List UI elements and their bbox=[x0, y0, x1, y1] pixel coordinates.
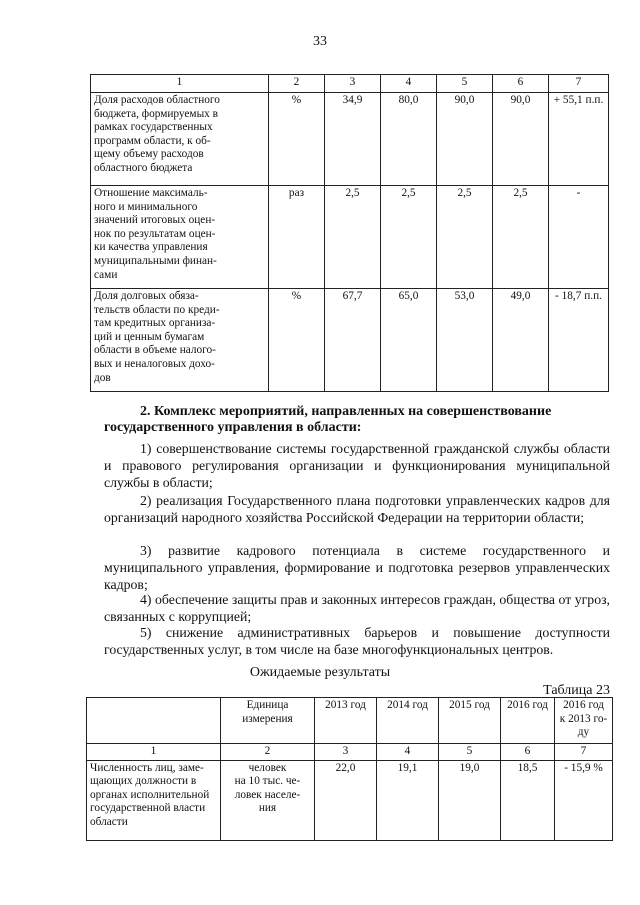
column-number: 6 bbox=[501, 744, 555, 761]
results-title: Ожидаемые результаты bbox=[249, 665, 391, 680]
header-line: ду bbox=[577, 726, 590, 739]
table-row bbox=[91, 289, 609, 392]
unit-line: на 10 тыс. че- bbox=[234, 775, 301, 788]
value-2016: 90,0 bbox=[493, 93, 549, 186]
measure-item bbox=[104, 624, 610, 658]
name-line: ного и минимального bbox=[94, 200, 198, 213]
header-2014: 2014 год bbox=[377, 698, 439, 744]
name-line: Численность лиц, заме- bbox=[90, 761, 204, 774]
value-2016: 18,5 bbox=[501, 760, 555, 840]
value-2013: 34,9 bbox=[325, 93, 381, 186]
section-heading bbox=[104, 404, 610, 436]
unit-line: ловек населе- bbox=[234, 788, 301, 801]
value-2015: 2,5 bbox=[437, 186, 493, 289]
unit-cell: % bbox=[269, 289, 325, 392]
header-cell: 5 bbox=[437, 75, 493, 93]
name-line: щему объему расходов bbox=[94, 148, 204, 161]
name-line: Доля расходов областного bbox=[94, 94, 220, 106]
measure-item bbox=[104, 591, 610, 625]
value-2013: 2,5 bbox=[325, 186, 381, 289]
measure-text: 1) совершенствование системы государственной гражданской службы области и правового регулирования организации и функционирования муниципальной службы в области; bbox=[104, 441, 610, 490]
name-line: щающих должности в bbox=[90, 775, 197, 788]
name-line: рамках государственных bbox=[94, 121, 213, 134]
measure-item bbox=[104, 440, 610, 491]
measure-text: 5) снижение административных барьеров и повышение доступности государственных услуг, в том числе на базе многофункциональных центров. bbox=[104, 625, 610, 657]
indicators-table-top bbox=[90, 74, 609, 392]
header-cell: 1 bbox=[91, 75, 269, 93]
value-2014: 19,1 bbox=[377, 760, 439, 840]
header-line: 2016 год bbox=[563, 699, 604, 711]
header-change bbox=[555, 698, 613, 744]
name-line: сами bbox=[94, 268, 118, 281]
heading-line: 2. Комплекс мероприятий, направленных на совершенствование bbox=[140, 404, 552, 419]
change-cell: - bbox=[549, 186, 609, 289]
name-line: государственной власти bbox=[90, 802, 206, 815]
name-line: областного бюджета bbox=[94, 161, 193, 174]
indicator-name bbox=[87, 760, 221, 840]
change-cell: - 15,9 % bbox=[555, 760, 613, 840]
unit-cell bbox=[221, 760, 315, 840]
column-number: 1 bbox=[87, 744, 221, 761]
page-number: 33 bbox=[313, 34, 327, 49]
name-line: Отношение максималь- bbox=[94, 187, 208, 199]
name-line: нок по результатам оцен- bbox=[94, 227, 216, 240]
value-2016: 2,5 bbox=[493, 186, 549, 289]
column-number: 5 bbox=[439, 744, 501, 761]
header-2016: 2016 год bbox=[501, 698, 555, 744]
name-line: ций и ценным бумагам bbox=[94, 330, 205, 343]
header-cell: 7 bbox=[549, 75, 609, 93]
name-line: муниципальными финан- bbox=[94, 254, 217, 267]
value-2015: 90,0 bbox=[437, 93, 493, 186]
unit-cell: % bbox=[269, 93, 325, 186]
name-line: тельств области по креди- bbox=[94, 303, 220, 316]
table-label: Таблица 23 bbox=[543, 683, 610, 698]
header-unit bbox=[221, 698, 315, 744]
header-2015: 2015 год bbox=[439, 698, 501, 744]
value-2013: 22,0 bbox=[315, 760, 377, 840]
name-line: органах исполнительной bbox=[90, 788, 210, 801]
measure-text: 2) реализация Государственного плана подготовки управленческих кадров для организаций народного хозяйства Российской Федерации на территории области; bbox=[104, 493, 610, 525]
name-line: программ области, к об- bbox=[94, 134, 211, 147]
table-row bbox=[87, 760, 613, 840]
indicator-name bbox=[91, 289, 269, 392]
name-line: ки качества управления bbox=[94, 241, 208, 254]
change-cell: - 18,7 п.п. bbox=[549, 289, 609, 392]
name-line: области bbox=[90, 815, 128, 828]
column-number: 3 bbox=[315, 744, 377, 761]
measure-text: 4) обеспечение защиты прав и законных интересов граждан, общества от угроз, связанных с коррупцией; bbox=[104, 592, 610, 624]
header-2013: 2013 год bbox=[315, 698, 377, 744]
change-cell: + 55,1 п.п. bbox=[549, 93, 609, 186]
header-cell: 2 bbox=[269, 75, 325, 93]
measure-text: 3) развитие кадрового потенциала в системе государственного и муниципального управления, формирование и подготовка резервов управленческих кадров; bbox=[104, 543, 610, 592]
table-row bbox=[91, 93, 609, 186]
unit-line: человек bbox=[248, 761, 287, 774]
name-line: значений итоговых оцен- bbox=[94, 214, 216, 227]
name-line: вых и неналоговых дохо- bbox=[94, 357, 215, 370]
value-2014: 65,0 bbox=[381, 289, 437, 392]
table-row bbox=[91, 186, 609, 289]
name-line: бюджета, формируемых в bbox=[94, 107, 218, 120]
value-2014: 80,0 bbox=[381, 93, 437, 186]
table-header-row bbox=[87, 698, 613, 744]
unit-line: ния bbox=[258, 802, 277, 815]
measure-item bbox=[104, 492, 610, 526]
expected-results-table bbox=[86, 697, 613, 841]
header-line: к 2013 го- bbox=[559, 712, 608, 725]
column-number: 7 bbox=[555, 744, 613, 761]
value-2015: 19,0 bbox=[439, 760, 501, 840]
measure-item bbox=[104, 542, 610, 593]
name-line: Доля долговых обяза- bbox=[94, 290, 199, 302]
header-cell: 4 bbox=[381, 75, 437, 93]
value-2013: 67,7 bbox=[325, 289, 381, 392]
header-cell: 3 bbox=[325, 75, 381, 93]
heading-line: государственного управления в области: bbox=[104, 420, 362, 435]
header-cell bbox=[87, 698, 221, 744]
indicator-name bbox=[91, 93, 269, 186]
header-line: измерения bbox=[242, 712, 293, 725]
column-number: 4 bbox=[377, 744, 439, 761]
column-number-row bbox=[87, 744, 613, 761]
table-header-row bbox=[91, 75, 609, 93]
indicator-name bbox=[91, 186, 269, 289]
value-2016: 49,0 bbox=[493, 289, 549, 392]
value-2015: 53,0 bbox=[437, 289, 493, 392]
column-number: 2 bbox=[221, 744, 315, 761]
name-line: области в объеме налого- bbox=[94, 344, 216, 357]
name-line: там кредитных организа- bbox=[94, 317, 216, 330]
name-line: дов bbox=[94, 371, 111, 384]
header-line: Единица bbox=[246, 699, 289, 711]
value-2014: 2,5 bbox=[381, 186, 437, 289]
unit-cell: раз bbox=[269, 186, 325, 289]
header-cell: 6 bbox=[493, 75, 549, 93]
